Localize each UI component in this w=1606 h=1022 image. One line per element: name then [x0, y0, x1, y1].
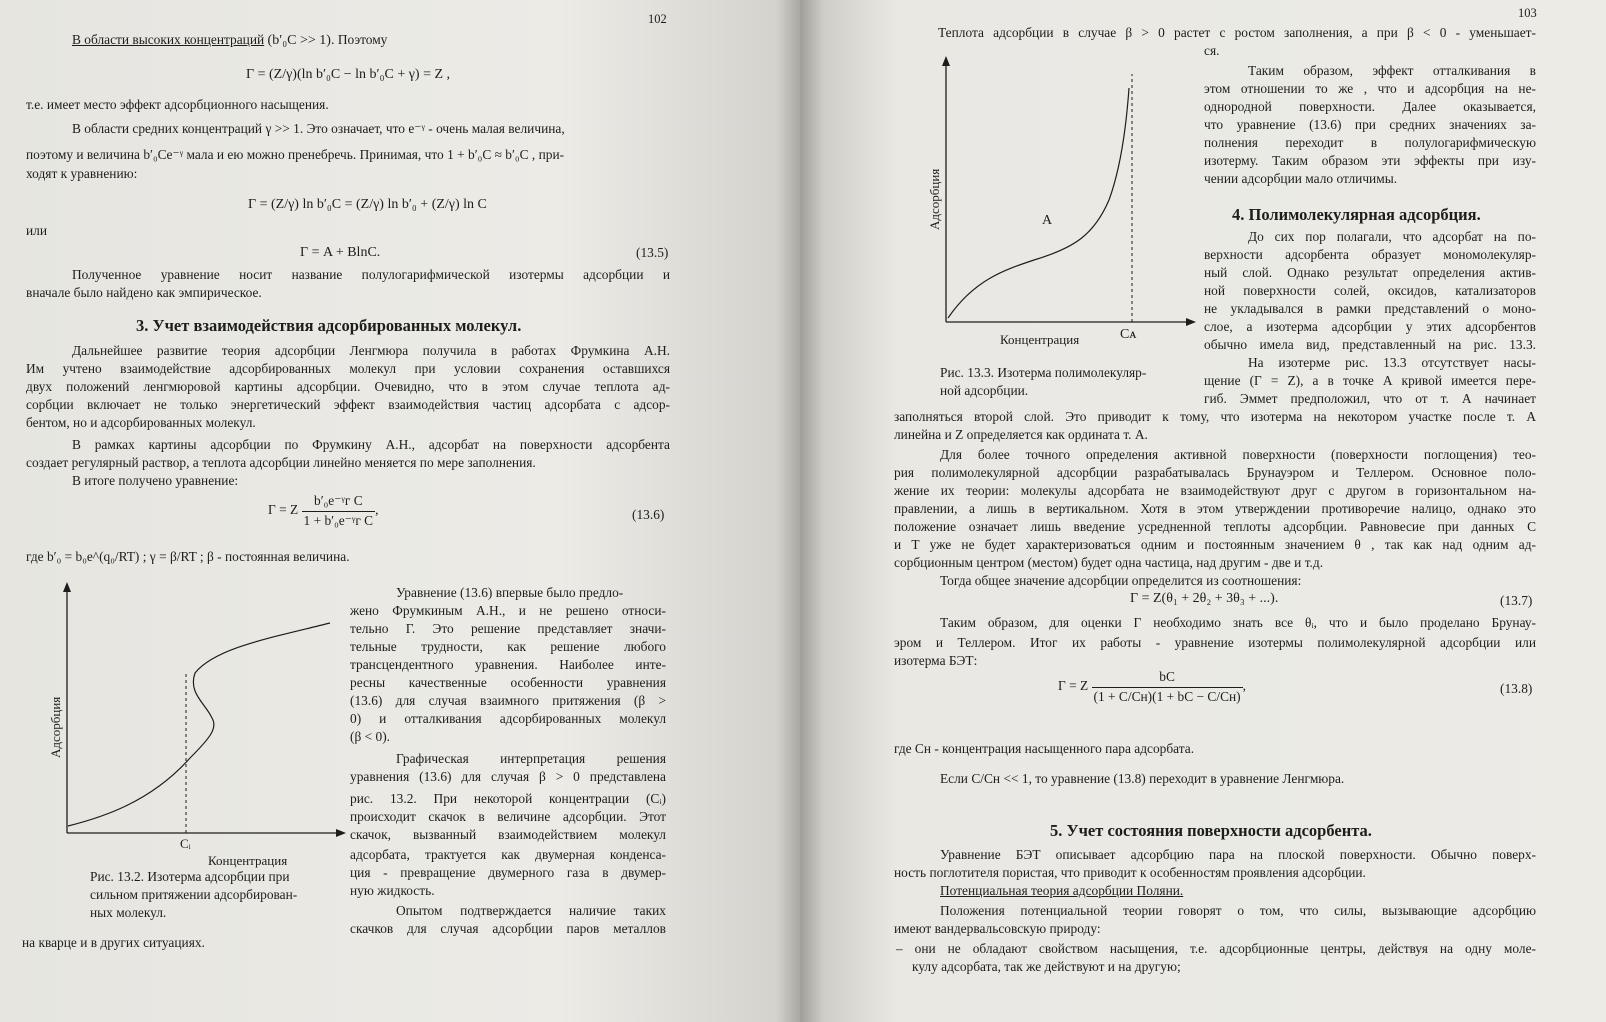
paragraph-line: Им учтено взаимодействие адсорбированных молекул при условии сохранения оставшихся	[26, 361, 670, 376]
paragraph-line: Опытом подтверждается наличие таких	[396, 903, 666, 918]
x-axis-label: Концентрация	[208, 853, 288, 868]
paragraph-line: вначале было найдено как эмпирическое.	[26, 285, 262, 300]
paragraph-line: В рамках картины адсорбции по Фрумкину А.Н., адсорбат на поверхности адсорбента	[72, 437, 670, 452]
equation-number: (13.6)	[632, 507, 665, 522]
paragraph-line: рис. 13.2. При некоторой концентрации (Cᵢ)	[350, 791, 666, 806]
paragraph-line: или	[26, 223, 48, 238]
denominator: 1 + b′₀e⁻ᵞᴦ C	[303, 512, 374, 528]
paragraph-line: ный слой. Однако результат определения актив-	[1204, 265, 1536, 280]
y-axis-arrow	[942, 56, 950, 66]
formula: b′₀Ce⁻ᵞ	[143, 147, 184, 162]
text: , то уравнение (13.8) переходит в уравнение Ленгмюра.	[1028, 771, 1345, 786]
paragraph-line: положение означает лишь введение усредненной теплоты адсорбции. Равновесие при данных C	[894, 519, 1536, 534]
formula: C/Cн << 1	[971, 771, 1029, 786]
figure-13-3	[924, 50, 1204, 350]
paragraph-line: изотерму. Таким образом эти эффекты при изу-	[1204, 153, 1536, 168]
paragraph-line: (13.6) для случая взаимного притяжения (β >	[350, 693, 666, 708]
page-number: 102	[648, 12, 667, 26]
y-axis-label: Адсорбция	[48, 696, 63, 758]
paragraph-line	[26, 548, 350, 567]
paragraph-line: верхности адсорбента образует мономолекуляр-	[1204, 247, 1536, 262]
isotherm-curve	[948, 88, 1129, 318]
paragraph-line: На изотерме рис. 13.3 отсутствует насы-	[1248, 355, 1536, 370]
equation-number: (13.5)	[636, 245, 669, 260]
paragraph-line: тельно Г. Это решение представляет значи-	[350, 621, 666, 636]
paragraph-line	[940, 770, 1344, 789]
text: поэтому и величина	[26, 147, 140, 162]
text: Если	[940, 771, 968, 786]
text: где	[26, 549, 44, 564]
paragraph-line: щение (Г = Z), а в точке А кривой имеется пере-	[1204, 373, 1536, 388]
equation-13-7: Γ = Z(θ₁ + 2θ₂ + 3θ₃ + ...).	[1130, 591, 1279, 606]
equation-13-8	[1058, 668, 1246, 706]
paragraph-line: правлении, а лишь в вертикальном. Хотя в этом утверждении противоречие налицо, однако это	[894, 501, 1536, 516]
equation: Γ = (Z/γ)(ln b′₀C − ln b′₀C + γ) = Z ,	[246, 67, 451, 82]
paragraph-line: бентом, но и адсорбированных молекул.	[26, 415, 256, 430]
text: при-	[538, 147, 565, 162]
list-item: кулу адсорбата, так же действуют и на другую;	[912, 959, 1181, 974]
paragraph-line: имеют вандервальсовскую природу:	[894, 921, 1101, 936]
paragraph-line: Уравнение БЭТ описывает адсорбцию пара на плоской поверхности. Обычно поверх-	[940, 847, 1536, 862]
paragraph-line: однородной поверхности. Далее оказывается,	[1204, 99, 1536, 114]
paragraph-line: ной поверхности солей, оксидов, катализаторов	[1204, 283, 1536, 298]
paragraph-line: ность поглотителя пористая, что приводит к особенностям проявления адсорбции.	[894, 865, 1366, 880]
paragraph-line: слое, а изотерма адсорбции у этих адсорбентов	[1204, 319, 1536, 334]
paragraph-line: ную жидкость.	[350, 883, 435, 898]
figure-caption: Рис. 13.3. Изотерма полимолекуляр-	[940, 365, 1147, 380]
paragraph-line: В итоге получено уравнение:	[72, 473, 239, 488]
page-number: 103	[1518, 6, 1537, 20]
list-item: – они не обладают свойством насыщения, т.е. адсорбционные центры, действуя на одну моле-	[896, 941, 1536, 956]
text: Это означает, что	[306, 121, 405, 136]
section-heading: 5. Учет состояния поверхности адсорбента.	[1050, 821, 1372, 840]
figure-caption: Рис. 13.2. Изотерма адсорбции при	[90, 869, 290, 884]
eq-comma: ,	[1242, 678, 1246, 694]
y-axis-arrow	[63, 582, 71, 592]
formula: (b′₀C >> 1).	[267, 33, 335, 48]
paragraph-line: что уравнение (13.6) при средних значениях за-	[1204, 117, 1536, 132]
paragraph-line: Положения потенциальной теории говорят о том, что силы, вызывающие адсорбцию	[940, 903, 1536, 918]
paragraph-line: ходят к уравнению:	[26, 166, 138, 181]
paragraph-line: сорбционным центром (местом) будет одна частица, над другим - две и т.д.	[894, 555, 1324, 570]
paragraph-line: обычно имела вид, представленный на рис. 13.3.	[1204, 337, 1536, 352]
figure-caption: сильном притяжении адсорбирован-	[90, 887, 298, 902]
paragraph-line: Дальнейшее развитие теория адсорбции Ленгмюра получила в работах Фрумкина А.Н.	[72, 343, 670, 358]
paragraph-line: полнения переходит в полулогарифмическую	[1204, 135, 1536, 150]
fraction	[302, 492, 379, 530]
paragraph-line: этом отношении то же , что и адсорбция на не-	[1204, 81, 1536, 96]
paragraph-line: рия полимолекулярной адсорбции разрабатывалась Брунауэром и Теллером. Основное поло-	[894, 465, 1536, 480]
paragraph-line: трансцендентного уравнения. Наиболее инте-	[350, 657, 666, 672]
paragraph-line: происходит скачок в величине адсорбции. Этот	[350, 809, 666, 824]
x-axis-label: Концентрация	[1000, 332, 1080, 347]
paragraph-line: жено Фрумкиным А.Н., и не решено относи-	[350, 603, 666, 618]
section-heading: 4. Полимолекулярная адсорбция.	[1232, 205, 1481, 224]
paragraph-line: скачков для случая адсорбции паров металлов	[350, 921, 666, 936]
paragraph-line: Тогда общее значение адсорбции определится из соотношения:	[940, 573, 1302, 588]
paragraph-line: ресны качественные особенности уравнения	[350, 675, 666, 690]
eq-lhs: Γ = Z	[1058, 678, 1089, 694]
paragraph-line: ция - превращение двумерного газа в двумер-	[350, 865, 666, 880]
paragraph-line: создает регулярный раствор, а теплота адсорбции линейно меняется по мере заполнения.	[26, 455, 536, 470]
right-page	[800, 0, 1606, 1022]
paragraph-line: Уравнение (13.6) впервые было предло-	[396, 585, 624, 600]
text: β - постоянная величина.	[207, 549, 350, 564]
paragraph-line: Таким образом, эффект отталкивания в	[1248, 63, 1536, 78]
paragraph-line: До сих пор полагали, что адсорбат на по-	[1248, 229, 1536, 244]
paragraph-line: не укладывался в рамки представлений о моно-	[1204, 301, 1536, 316]
fraction	[1092, 668, 1243, 706]
x-axis-arrow	[336, 829, 346, 837]
paragraph-line	[26, 146, 564, 165]
paragraph-line: чении адсорбции мало отличимы.	[1204, 171, 1398, 186]
figure-13-2	[40, 578, 350, 868]
ca-label: Cᴀ	[1120, 327, 1137, 342]
numerator: bC	[1092, 668, 1243, 688]
paragraph-line: уравнения (13.6) для случая β > 0 представлена	[350, 769, 666, 784]
eq-comma: ,	[375, 502, 379, 518]
paragraph-line: где Cн - концентрация насыщенного пара адсорбата.	[894, 741, 1195, 756]
paragraph-line: изотерма БЭТ:	[894, 653, 978, 668]
paragraph-line: на кварце и в других ситуациях.	[22, 935, 205, 950]
formula: e⁻ᵞ	[408, 121, 425, 136]
paragraph-line: Полученное уравнение носит название полулогарифмической изотермы адсорбции и	[72, 267, 670, 282]
x-axis-arrow	[1186, 318, 1196, 326]
equation: Γ = A + BlnC.	[300, 245, 381, 260]
paragraph-line: и T уже не будет характеризоваться одним и постоянным значением θ , так как над одним ад-	[894, 537, 1536, 552]
y-axis-label: Адсорбция	[927, 168, 942, 230]
underlined-heading: Потенциальная теория адсорбции Поляни.	[940, 883, 1184, 898]
paragraph-line: Для более точного определения активной поверхности (поверхности поглощения) тео-	[940, 447, 1536, 462]
isotherm-curve	[68, 623, 330, 826]
paragraph-line: линейна и Z определяется как ордината т. А.	[894, 427, 1148, 442]
paragraph-line: гиб. Эммет предположил, что от т. А начинает	[1204, 391, 1536, 406]
denominator: (1 + C/Cн)(1 + bC − C/Cн)	[1093, 688, 1241, 704]
paragraph-line: (β < 0).	[350, 729, 391, 744]
point-a-label: A	[1042, 213, 1053, 228]
text: В области средних концентраций	[72, 121, 263, 136]
paragraph-line: т.е. имеет место эффект адсорбционного насыщения.	[26, 97, 329, 112]
paragraph-line	[72, 31, 387, 51]
paragraph-line: Теплота адсорбции в случае β > 0 растет с ростом заполнения, а при β < 0 - уменьшает-	[938, 25, 1536, 40]
paragraph-line: тельные трудности, как решение любого	[350, 639, 666, 654]
section-heading: 3. Учет взаимодействия адсорбированных молекул.	[136, 316, 522, 335]
numerator: b′₀e⁻ᵞᴦ C	[302, 492, 376, 512]
equation-number: (13.7)	[1500, 593, 1533, 608]
equation-number: (13.8)	[1500, 681, 1533, 696]
paragraph-line	[72, 120, 565, 139]
equation: Γ = (Z/γ) ln b′₀C = (Z/γ) ln b′₀ + (Z/γ) ln C	[248, 197, 487, 212]
paragraph-line: ся.	[1204, 43, 1220, 58]
paragraph-line: заполняться второй слой. Это приводит к тому, что изотерма на некотором участке после т. А	[894, 409, 1536, 424]
text: мала и ею можно пренебречь. Принимая, что	[186, 147, 444, 162]
equation-13-6	[268, 492, 378, 530]
figure-caption: ной адсорбции.	[940, 383, 1029, 398]
ci-label: Cᵢ	[180, 836, 191, 851]
left-page	[0, 0, 800, 1022]
paragraph-line: жение их теории: молекулы адсорбата не взаимодействуют друг с другом в горизонтальном на-	[894, 483, 1536, 498]
paragraph-line: Таким образом, для оценки Г необходимо знать все θᵢ, что и было проделано Брунау-	[940, 615, 1536, 630]
figure-caption: ных молекул.	[90, 905, 167, 920]
eq-lhs: Γ = Z	[268, 502, 299, 518]
paragraph-line: двух положений ленгмюровой картины адсорбции. Очевидно, что в этом случае теплота ад-	[26, 379, 670, 394]
formula: b′₀ = b₀e^(q₀/RT) ; γ = β/RT ;	[46, 549, 204, 564]
text: - очень малая величина,	[428, 121, 565, 136]
paragraph-line: Графическая интерпретация решения	[396, 751, 666, 766]
paragraph-line: сорбции включает не только энергетический эффект взаимодействия частиц адсорбата с адсор-	[26, 397, 670, 412]
text: Поэтому	[337, 32, 388, 47]
paragraph-line: адсорбата, трактуется как двумерная конденса-	[350, 847, 666, 862]
underlined-phrase: В области высоких концентраций	[72, 32, 265, 47]
paragraph-line: эром и Теллером. Итог их работы - уравнение изотермы полимолекулярной адсорбции или	[894, 635, 1536, 650]
paragraph-line: 0) и отталкивания адсорбированных молекул	[350, 711, 666, 726]
paragraph-line: скачок, вызванный взаимодействием молекул	[350, 827, 666, 842]
formula: γ >> 1.	[265, 121, 304, 136]
formula: 1 + b′₀C ≈ b′₀C ,	[447, 147, 536, 162]
